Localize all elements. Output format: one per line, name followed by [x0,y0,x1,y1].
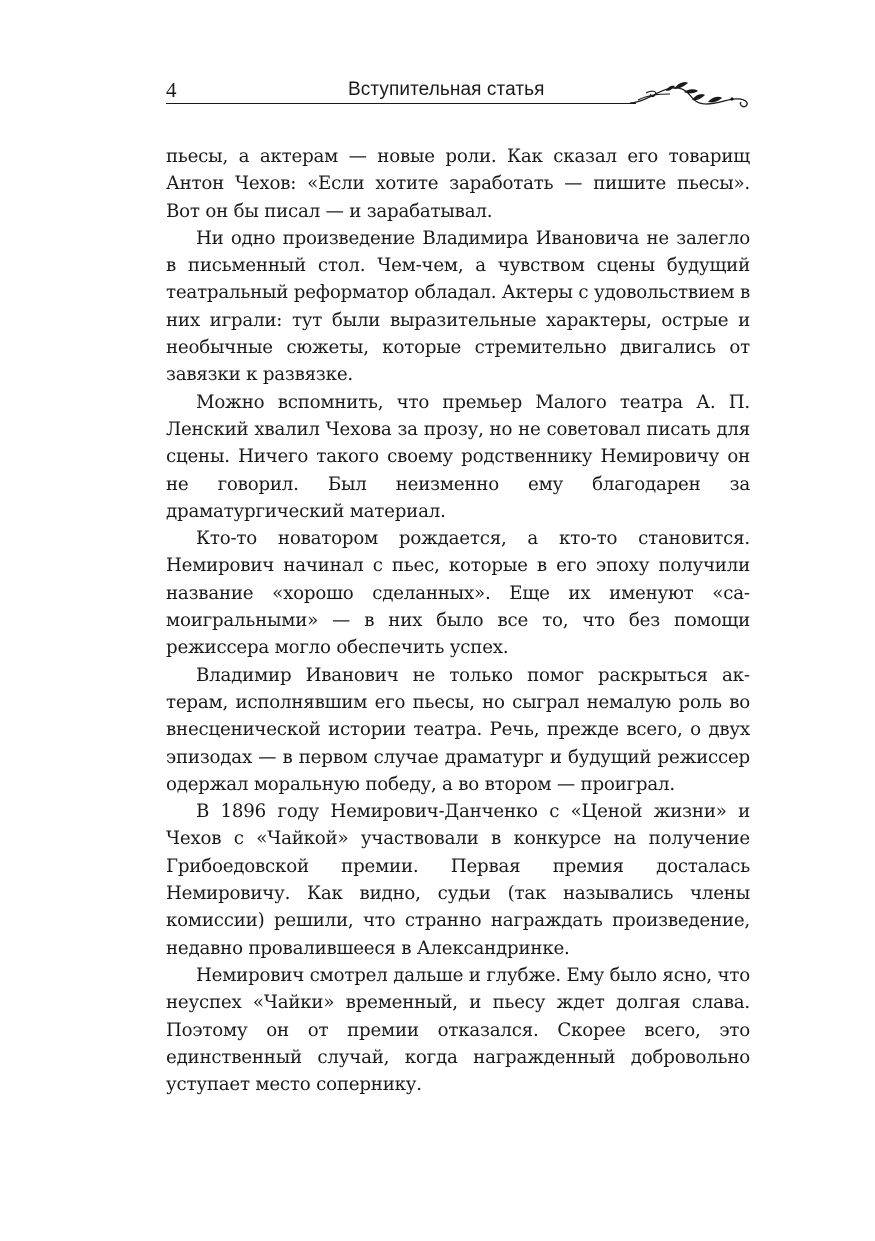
paragraph: В 1896 году Немирович-Данченко с «Ценой жизни» и Чехов с «Чайкой» участвовали в конкурсе на получение Грибоедовской премии. Первая премия досталась Немировичу. Как видно, судьи (так назывались члены комиссии) решили, что странно награждать произведение, недавно провалившееся в Александринке. [166,801,750,959]
paragraph: Немирович смотрел дальше и глубже. Ему было ясно, что неуспех «Чайки» временный, и пьесу ждет долгая слава. Поэтому он от премии отказался. Скорее всего, это единственный случай, когда награжденный добровольно уступает место сопернику. [166,964,750,1096]
page-number: 4 [166,78,177,102]
floral-vine-ornament-icon [628,80,752,110]
paragraph: Кто-то новатором рождается, а кто-то становится. Немирович начинал с пьес, которые в его эпоху получили название «хорошо сделанных». Еще их именуют «самоигральными» — в них было все то, что без помощи режиссера могло обеспечить успех. [166,528,750,659]
article-body [166,143,750,1098]
page-header [166,76,751,106]
paragraph: Можно вспомнить, что премьер Малого театра А. П. Ленский хвалил Чехова за прозу, но не советовал писать для сцены. Ничего такого своему родственнику Немировичу он не говорил. Был неизменно ему благодарен за драматургический материал. [166,391,750,522]
paragraph: Ни одно произведение Владимира Ивановича не залегло в письменный стол. Чем-чем, а чувством сцены будущий театральный реформатор обладал. Актеры с удовольствием в них играли: тут были выразительные характеры, острые и необычные сюжеты, которые стремительно двигались от завязки к развязке. [166,227,750,386]
running-head: Вступительная статья [348,79,545,100]
header-rule [166,103,636,104]
paragraph: пьесы, а актерам — новые роли. Как сказал его товарищ Антон Чехов: «Если хотите заработать — пишите пьесы». Вот он бы писал — и зарабатывал. [166,146,750,222]
paragraph: Владимир Иванович не только помог раскрыться актерам, исполнявшим его пьесы, но сыграл немалую роль во внесценической истории театра. Речь, прежде всего, о двух эпизодах — в первом случае драматург и будущий режиссер одержал моральную победу, а во втором — проиграл. [166,664,750,795]
